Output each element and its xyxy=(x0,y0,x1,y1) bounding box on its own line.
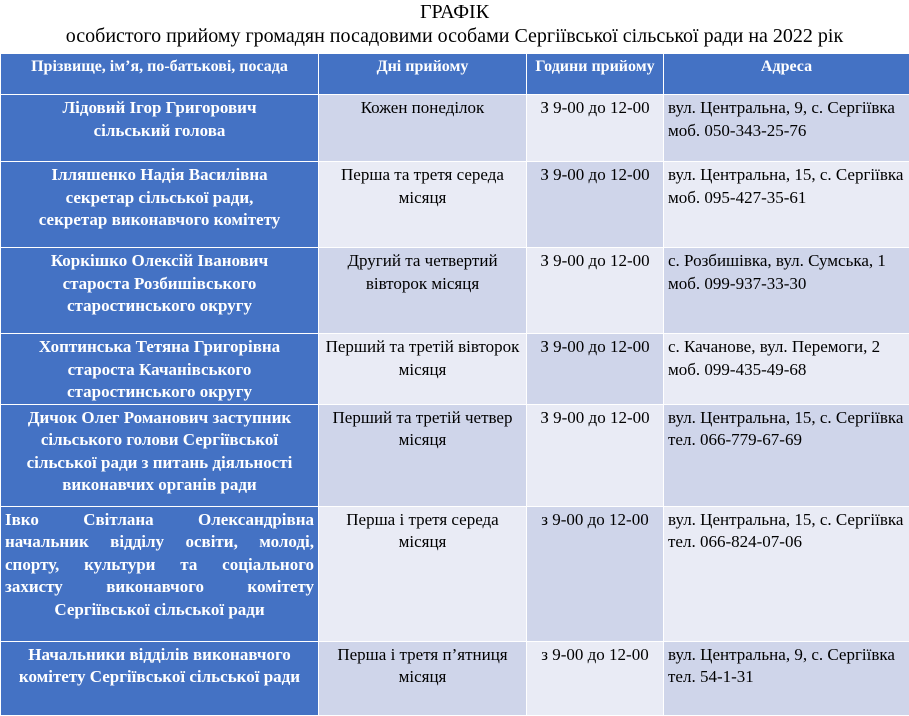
official-position: комітету Сергіївської сільської ради xyxy=(5,666,314,689)
phone: моб. 099-937-33-30 xyxy=(668,273,905,296)
address-cell xyxy=(664,162,909,248)
official-name-cell xyxy=(1,162,319,248)
reception-hours: З 9-00 до 12-00 xyxy=(527,334,664,405)
reception-schedule-table xyxy=(0,53,909,716)
official-name: Коркішко Олексій Іванович xyxy=(5,250,314,273)
reception-days: Кожен понеділок xyxy=(319,95,527,162)
phone: тел. 54-1-31 xyxy=(668,666,905,689)
phone: тел. 066-824-07-06 xyxy=(668,531,905,554)
phone: тел. 066-779-67-69 xyxy=(668,429,905,452)
title-heading: ГРАФІК xyxy=(0,0,909,25)
address: с. Розбишівка, вул. Сумська, 1 xyxy=(668,250,905,273)
official-position: сільського голови Сергіївської xyxy=(5,429,314,452)
header-name: Прізвище, ім’я, по-батькові, посада xyxy=(1,54,319,95)
header-hours: Години прийому xyxy=(527,54,664,95)
official-position: секретар сільської ради, xyxy=(5,187,314,210)
reception-days: Перша та третя середа місяця xyxy=(319,162,527,248)
table-row xyxy=(1,404,909,506)
reception-hours: з 9-00 до 12-00 xyxy=(527,641,664,715)
reception-hours: з 9-00 до 12-00 xyxy=(527,506,664,641)
official-name-cell: Івко Світлана Олександрівна начальник відділу освіти, молоді, спорту, культури та соціального захисту виконавчого комітету Сергіївської сільської ради xyxy=(1,506,319,641)
official-name-cell xyxy=(1,641,319,715)
official-position: виконавчих органів ради xyxy=(5,474,314,497)
table-row xyxy=(1,641,909,715)
table-header-row xyxy=(1,54,909,95)
reception-hours: З 9-00 до 12-00 xyxy=(527,248,664,334)
official-name-cell xyxy=(1,248,319,334)
official-position: старостинського округу xyxy=(5,295,314,318)
reception-hours: З 9-00 до 12-00 xyxy=(527,95,664,162)
reception-hours: З 9-00 до 12-00 xyxy=(527,162,664,248)
official-position: староста Качанівського xyxy=(5,359,314,382)
address: вул. Центральна, 9, с. Сергіївка xyxy=(668,97,905,120)
official-position: сільський голова xyxy=(5,120,314,143)
official-name: Лідовий Ігор Григорович xyxy=(5,97,314,120)
reception-days: Перший та третій вівторок місяця xyxy=(319,334,527,405)
header-days: Дні прийому xyxy=(319,54,527,95)
official-name: Дичок Олег Романович заступник xyxy=(5,407,314,430)
title-subheading: особистого прийому громадян посадовими особами Сергіївської сільської ради на 2022 рік xyxy=(0,25,909,49)
address-cell xyxy=(664,95,909,162)
official-position: секретар виконавчого комітету xyxy=(5,209,314,232)
reception-days: Перша і третя п’ятниця місяця xyxy=(319,641,527,715)
official-position: Начальники відділів виконавчого xyxy=(5,644,314,667)
address-cell xyxy=(664,334,909,405)
address: вул. Центральна, 15, с. Сергіївка xyxy=(668,509,905,532)
address: вул. Центральна, 9, с. Сергіївка xyxy=(668,644,905,667)
address: вул. Центральна, 15, с. Сергіївка xyxy=(668,407,905,430)
phone: моб. 099-435-49-68 xyxy=(668,359,905,382)
address-cell xyxy=(664,506,909,641)
document-title xyxy=(0,0,909,49)
address-cell xyxy=(664,641,909,715)
official-position: сільської ради з питань діяльності xyxy=(5,452,314,475)
table-row xyxy=(1,506,909,641)
address-cell xyxy=(664,248,909,334)
official-name-cell xyxy=(1,95,319,162)
reception-days: Перша і третя середа місяця xyxy=(319,506,527,641)
table-row xyxy=(1,162,909,248)
table-row xyxy=(1,95,909,162)
official-name: Хоптинська Тетяна Григорівна xyxy=(5,336,314,359)
official-name-cell xyxy=(1,404,319,506)
official-name-cell xyxy=(1,334,319,405)
address: с. Качанове, вул. Перемоги, 2 xyxy=(668,336,905,359)
official-position: староста Розбишівського xyxy=(5,273,314,296)
reception-days: Перший та третій четвер місяця xyxy=(319,404,527,506)
table-row xyxy=(1,248,909,334)
address-cell xyxy=(664,404,909,506)
phone: моб. 095-427-35-61 xyxy=(668,187,905,210)
table-row xyxy=(1,334,909,405)
phone: моб. 050-343-25-76 xyxy=(668,120,905,143)
header-address: Адреса xyxy=(664,54,909,95)
official-position: старостинського округу xyxy=(5,381,314,404)
reception-days: Другий та четвертий вівторок місяця xyxy=(319,248,527,334)
address: вул. Центральна, 15, с. Сергіївка xyxy=(668,164,905,187)
official-name: Ілляшенко Надія Василівна xyxy=(5,164,314,187)
reception-hours: З 9-00 до 12-00 xyxy=(527,404,664,506)
